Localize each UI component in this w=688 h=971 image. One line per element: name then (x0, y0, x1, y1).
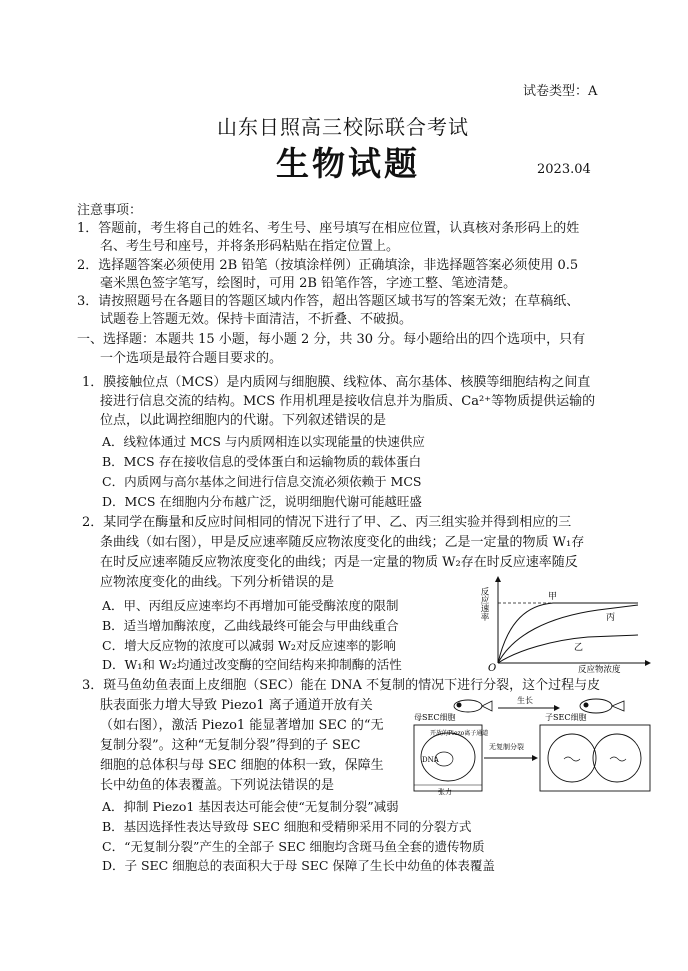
q1-option-a[interactable]: A．线粒体通过 MCS 与内质网相连以实现能量的快速供应 (102, 434, 425, 449)
y-axis-label: 反应速率 (479, 587, 489, 621)
tension-label: 张力 (438, 788, 452, 796)
question-3-stem: 复制分裂”。这种“无复制分裂”得到的子 SEC (100, 738, 361, 753)
child-cell-label: 子SEC细胞 (545, 713, 587, 722)
curve-label-yi: 乙 (574, 643, 584, 653)
question-3-stem: 3．斑马鱼幼鱼表面上皮细胞（SEC）能在 DNA 不复制的情况下进行分裂，这个过程与皮 (82, 678, 601, 693)
page-title: 生物试题 (276, 144, 420, 183)
exam-date: 2023.04 (537, 162, 591, 177)
question-2-stem: 在时反应速率随反应物浓度变化的曲线；丙是一定量的物质 W₂存在时反应速率随反 (100, 555, 578, 570)
question-1-stem: 接进行信息交流的结构。MCS 作用机理是接收信息并为脂质、Ca²⁺等物质提供运输的 (100, 394, 596, 409)
curve-label-jia: 甲 (548, 592, 558, 602)
question-1-stem: 位点，以此调控细胞内的代谢。下列叙述错误的是 (100, 413, 387, 428)
q1-option-b[interactable]: B．MCS 存在接收信息的受体蛋白和运输物质的载体蛋白 (102, 454, 422, 469)
curve-yi (498, 635, 638, 663)
origin-label: O (488, 663, 497, 674)
q3-option-b[interactable]: B．基因选择性表达导致母 SEC 细胞和受精卵采用不同的分裂方式 (102, 819, 472, 834)
note-item: 毫米黑色签字笔写，绘图时，可用 2B 铅笔作答，字迹工整、笔迹清楚。 (100, 276, 517, 291)
split-label: 无复制分裂 (489, 743, 524, 751)
question-1-stem: 1．膜接触位点（MCS）是内质网与细胞膜、线粒体、高尔基体、核膜等细胞结构之间直 (82, 375, 591, 390)
question-3-stem: 细胞的总体积与母 SEC 细胞的体积一致，保障生 (100, 758, 384, 773)
q3-option-d[interactable]: D．子 SEC 细胞总的表面积大于母 SEC 保障了生长中幼鱼的体表覆盖 (102, 858, 495, 873)
section-heading-cont: 一个选项是最符合题目要求的。 (100, 351, 283, 366)
q2-option-c[interactable]: C．增大反应物的浓度可以减弱 W₂对反应速率的影响 (102, 638, 396, 653)
note-item: 1．答题前，考生将自己的姓名、考生号、座号填写在相应位置，认真核对条形码上的姓 (77, 221, 580, 236)
q1-option-d[interactable]: D．MCS 在细胞内分布越广泛，说明细胞代谢可能越旺盛 (102, 494, 422, 509)
channel-label: 开放的Piezo离子通道 (430, 730, 489, 737)
notes-heading: 注意事项： (77, 203, 143, 218)
x-axis-label: 反应物浓度 (578, 665, 621, 675)
fish-icon (454, 700, 492, 712)
curve-jia (498, 603, 638, 663)
dna-label: DNA (422, 756, 439, 764)
question-3-stem: 肤表面张力增大导致 Piezo1 离子通道开放有关 (100, 698, 373, 713)
q3-option-a[interactable]: A．抑制 Piezo1 基因表达可能会使“无复制分裂”减弱 (102, 799, 399, 814)
mother-cell-label: 母SEC细胞 (414, 713, 456, 722)
school-title: 山东日照高三校际联合考试 (217, 115, 469, 139)
note-item: 试题卷上答题无效。保持卡面清洁，不折叠、不破损。 (100, 312, 413, 327)
question-2-stem: 条曲线（如右图），甲是反应速率随反应物浓度变化的曲线；乙是一定量的物质 W₁存 (100, 535, 585, 550)
q2-option-d[interactable]: D．W₁和 W₂均通过改变酶的空间结构来抑制酶的活性 (102, 657, 402, 672)
question-3-stem: （如右图），激活 Piezo1 能显著增加 SEC 的“无 (100, 718, 384, 733)
sec-division-figure (412, 693, 654, 797)
section-heading: 一、选择题：本题共 15 小题，每小题 2 分，共 30 分。每小题给出的四个选项中，只有 (77, 332, 586, 347)
note-item: 2．选择题答案必须使用 2B 铅笔（按填涂样例）正确填涂，非选择题答案必须使用 0.5 (77, 258, 579, 273)
curve-bing (498, 605, 638, 663)
grow-label: 生长 (517, 696, 533, 705)
q3-option-c[interactable]: C．“无复制分裂”产生的全部子 SEC 细胞均含斑马鱼全套的遗传物质 (102, 839, 485, 854)
question-2-stem: 2．某同学在酶量和反应时间相同的情况下进行了甲、乙、丙三组实验并得到相应的三 (82, 515, 572, 530)
paper-type: 试卷类型：A (523, 84, 598, 99)
question-3-stem: 长中幼鱼的体表覆盖。下列说法错误的是 (100, 778, 335, 793)
q2-option-a[interactable]: A．甲、丙组反应速率均不再增加可能受酶浓度的限制 (102, 598, 399, 613)
note-item: 3．请按照题号在各题目的答题区域内作答，超出答题区域书写的答案无效；在草稿纸、 (77, 294, 580, 309)
q2-option-b[interactable]: B．适当增加酶浓度，乙曲线最终可能会与甲曲线重合 (102, 618, 399, 633)
question-2-stem: 应物浓度变化的曲线。下列分析错误的是 (100, 575, 335, 590)
fish-icon (580, 699, 624, 713)
curve-label-bing: 丙 (606, 613, 616, 623)
note-item: 名、考生号和座号，并将条形码粘贴在指定位置上。 (100, 239, 400, 254)
enzyme-rate-graph (478, 575, 653, 675)
q1-option-c[interactable]: C．内质网与高尔基体之间进行信息交流必须依赖于 MCS (102, 474, 422, 489)
